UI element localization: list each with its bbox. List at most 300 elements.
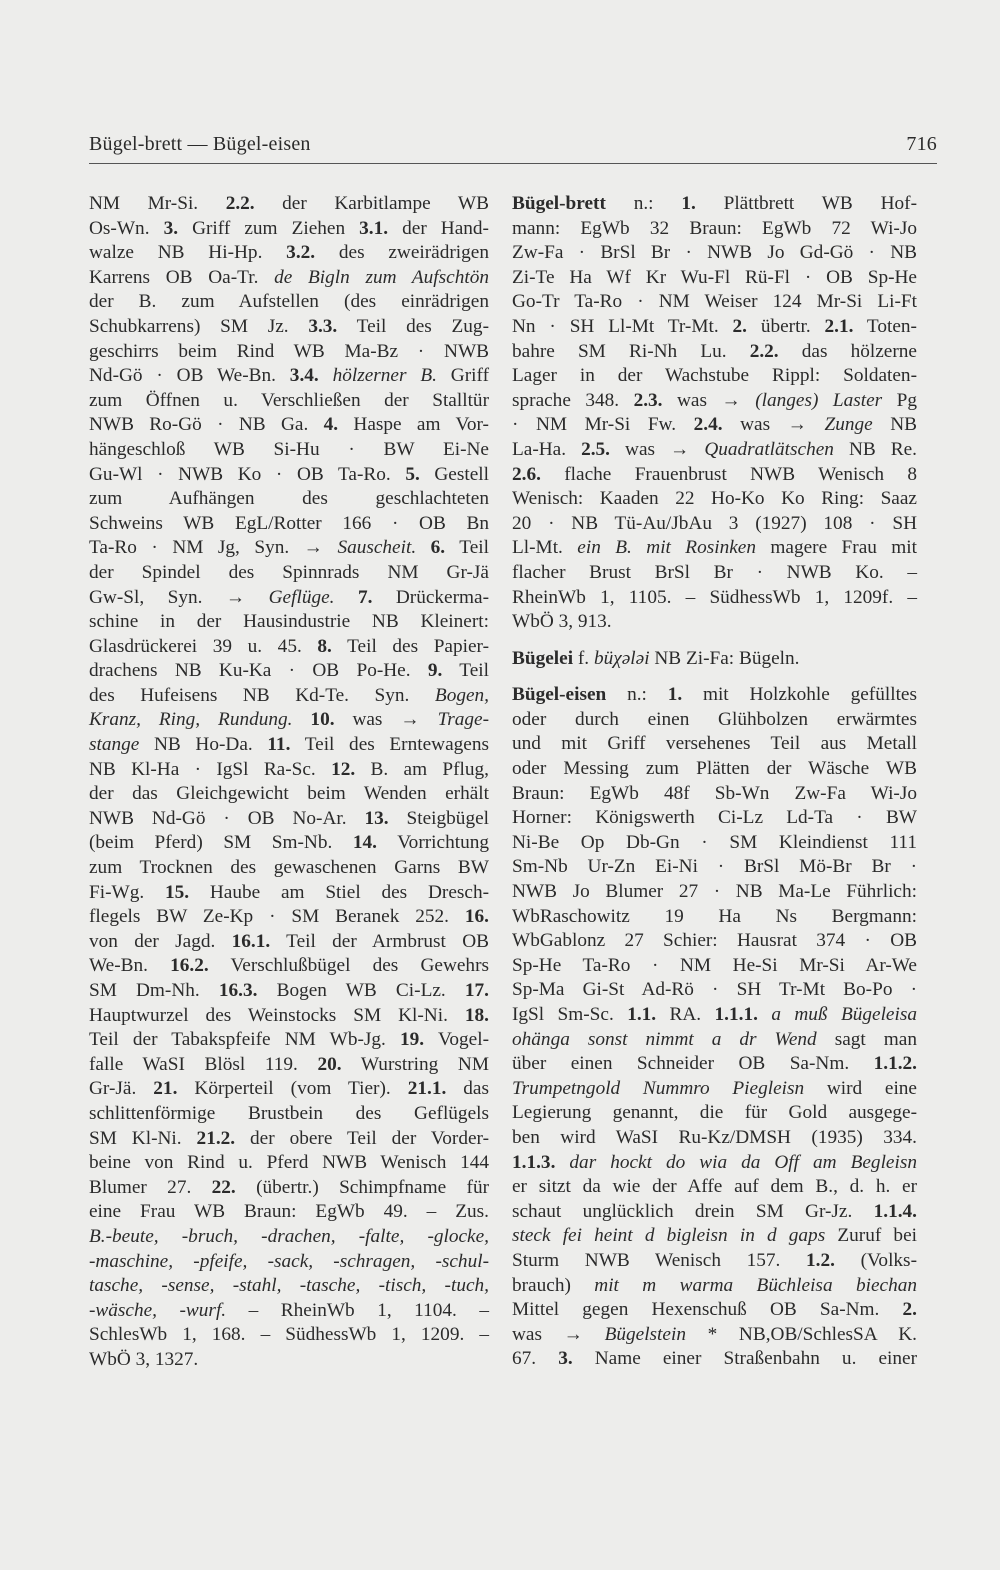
text-run: Glasdrückerei 39 u. 45. bbox=[89, 635, 318, 657]
text-line bbox=[89, 487, 489, 512]
text-line bbox=[512, 1126, 917, 1151]
bold-run: 2. bbox=[732, 315, 747, 337]
text-line bbox=[89, 1053, 489, 1078]
bold-run: 3.3. bbox=[308, 315, 338, 337]
text-run: Hauptwurzel des Weinstocks SM Kl-Ni. bbox=[89, 1004, 465, 1026]
text-run: eine Frau WB Braun: EgWb 49. – Zus. bbox=[89, 1201, 489, 1223]
text-line bbox=[89, 266, 489, 291]
text-run: bahre SM Ri-Nh Lu. bbox=[512, 340, 750, 362]
text-run: We-Bn. bbox=[89, 955, 171, 977]
text-run: flache Frauenbrust NWB Wenisch 8 bbox=[540, 463, 917, 485]
text-run: Bogen WB Ci-Lz. bbox=[257, 980, 465, 1001]
bold-run: 8. bbox=[317, 635, 332, 657]
italic-run: mit m warma Büchleisa biechan bbox=[594, 1274, 917, 1296]
text-run: Drückerma- bbox=[372, 586, 489, 608]
text-line bbox=[512, 647, 917, 672]
italic-run: Bügelstein bbox=[604, 1323, 686, 1345]
bold-run: 12. bbox=[331, 758, 356, 780]
bold-run: Bügelei bbox=[512, 647, 574, 669]
text-line bbox=[512, 586, 917, 611]
text-line bbox=[89, 1323, 489, 1348]
text-line bbox=[512, 315, 917, 340]
bold-run: 14. bbox=[352, 832, 377, 854]
bold-run: 1. bbox=[681, 193, 696, 214]
text-run: der Spindel des Spinnrads NM Gr-Jä bbox=[89, 561, 489, 583]
text-run: das hölzerne bbox=[778, 340, 917, 362]
entry-buegel-eisen bbox=[512, 683, 917, 1372]
text-line bbox=[89, 954, 489, 979]
text-run: Fi-Wg. bbox=[89, 881, 165, 903]
text-run bbox=[758, 1004, 771, 1025]
text-line bbox=[89, 1299, 489, 1324]
text-run: Teil des Papier- bbox=[331, 635, 490, 657]
text-line bbox=[512, 413, 917, 438]
text-line bbox=[512, 364, 917, 389]
text-line bbox=[89, 659, 489, 684]
bold-run: 3. bbox=[558, 1348, 573, 1370]
text-line bbox=[512, 1028, 917, 1053]
text-line bbox=[512, 463, 917, 488]
bold-run: 16. bbox=[464, 906, 489, 928]
text-line bbox=[512, 929, 917, 954]
bold-run: 3.4. bbox=[289, 365, 319, 387]
text-line bbox=[89, 1077, 489, 1102]
text-run: Nd-Gö · OB We-Bn. bbox=[89, 365, 290, 387]
text-run: (übertr.) Schimpfname für bbox=[235, 1176, 490, 1198]
bold-run: Bügel-brett bbox=[512, 193, 606, 214]
text-run: Gr-Jä. bbox=[89, 1078, 154, 1100]
text-run: Vogel- bbox=[424, 1029, 489, 1051]
italic-run: stange bbox=[89, 734, 140, 756]
text-line bbox=[512, 389, 917, 414]
text-run: NB Zi-Fa: Bügeln. bbox=[649, 647, 800, 669]
italic-run: Geflüge. bbox=[268, 586, 335, 608]
text-run: des Hufeisens NB Kd-Te. Syn. bbox=[89, 684, 435, 706]
text-line bbox=[89, 1028, 489, 1053]
text-run: flacher Brust BrSl Br · NWB Ko. – bbox=[512, 561, 917, 583]
text-run: oder durch einen Glühbolzen erwärmtes bbox=[512, 708, 917, 730]
text-line bbox=[512, 806, 917, 831]
text-run: NWB Jo Blumer 27 · NB Ma-Le Führlich: bbox=[512, 881, 917, 903]
running-title: Bügel-brett — Bügel-eisen bbox=[89, 133, 311, 155]
text-line bbox=[89, 413, 489, 438]
text-line bbox=[89, 1102, 489, 1127]
text-line bbox=[89, 1200, 489, 1225]
text-run: mann: EgWb 32 Braun: EgWb 72 Wi-Jo bbox=[512, 217, 917, 239]
page-number: 716 bbox=[906, 133, 937, 155]
text-line bbox=[512, 1323, 917, 1348]
bold-run: 6. bbox=[430, 537, 446, 559]
bold-run: 1.1.2. bbox=[873, 1053, 917, 1075]
text-line bbox=[512, 880, 917, 905]
text-run: Ll-Mt. bbox=[512, 537, 578, 559]
text-run: Teil bbox=[445, 537, 489, 559]
text-run: Wenisch: Kaaden 22 Ho-Ko Ko Ring: Saaz bbox=[512, 488, 917, 510]
text-run: n.: bbox=[606, 684, 668, 706]
text-line bbox=[512, 1274, 917, 1299]
bold-run: 2.6. bbox=[512, 463, 541, 485]
text-line bbox=[512, 610, 917, 635]
text-run bbox=[293, 709, 311, 730]
bold-run: 2.1. bbox=[824, 315, 854, 337]
text-run: Lager in der Wachstube Rippl: Soldaten- bbox=[512, 365, 917, 387]
text-line bbox=[89, 831, 489, 856]
bold-run: 4. bbox=[323, 414, 339, 436]
text-run: zum Öffnen u. Verschließen der Stalltür bbox=[89, 389, 489, 411]
bold-run: 21.2. bbox=[196, 1127, 236, 1149]
text-line bbox=[512, 1151, 917, 1176]
text-line bbox=[89, 586, 489, 611]
text-run: 67. bbox=[512, 1348, 559, 1370]
bold-run: 2.2. bbox=[225, 193, 255, 214]
text-line bbox=[89, 340, 489, 365]
text-run: hängeschloß WB Si-Hu · BW Ei-Ne bbox=[89, 438, 489, 460]
text-line bbox=[512, 290, 917, 315]
italic-run: -wäsche, -wurf. bbox=[89, 1299, 227, 1321]
bold-run: 11. bbox=[267, 734, 291, 756]
bold-run: 19. bbox=[400, 1029, 425, 1051]
bold-run: 16.1. bbox=[231, 930, 271, 952]
text-run: und mit Griff versehenes Teil aus Metall bbox=[512, 733, 917, 755]
bold-run: 2.4. bbox=[693, 414, 723, 436]
text-line bbox=[512, 512, 917, 537]
text-run: der Karbitlampe WB bbox=[254, 193, 489, 214]
left-column bbox=[89, 192, 489, 1373]
bold-run: 3.2. bbox=[286, 242, 316, 264]
text-line bbox=[512, 1003, 917, 1028]
text-run: was → bbox=[512, 1323, 605, 1345]
text-line bbox=[512, 1175, 917, 1200]
text-line bbox=[89, 536, 489, 561]
text-line bbox=[89, 610, 489, 635]
text-run: Ni-Be Op Db-Gn · SM Kleindienst 111 bbox=[512, 831, 917, 853]
text-run: Griff zum Ziehen bbox=[178, 217, 360, 239]
text-run: * NB,OB/SchlesSA K. bbox=[685, 1323, 917, 1345]
text-run: er sitzt da wie der Affe auf dem B., d. h. er bbox=[512, 1176, 917, 1198]
text-run: Zi-Te Ha Wf Kr Wu-Fl Rü-Fl · OB Sp-He bbox=[512, 266, 917, 288]
text-run: Legierung genannt, die für Gold ausgege- bbox=[512, 1102, 917, 1124]
italic-run: ohänga sonst nimmt a dr Wend bbox=[512, 1028, 817, 1050]
italic-run: Quadratlätschen bbox=[704, 438, 834, 460]
text-line bbox=[89, 463, 489, 488]
text-line bbox=[89, 684, 489, 709]
text-run: schine in der Hausindustrie NB Kleinert: bbox=[89, 611, 489, 633]
italic-run: a muß Bügeleisa bbox=[771, 1004, 917, 1025]
text-run: der das Gleichgewicht beim Wenden erhält bbox=[89, 783, 489, 805]
text-run: ben wird WaSI Ru-Kz/DMSH (1935) 334. bbox=[512, 1126, 917, 1148]
text-run: B. am Pflug, bbox=[355, 758, 489, 780]
text-run: walze NB Hi-Hp. bbox=[89, 242, 287, 264]
italic-run: tasche, -sense, -stahl, -tasche, -tisch, -tuch, bbox=[89, 1275, 489, 1297]
text-line bbox=[89, 856, 489, 881]
text-run: Gestell bbox=[419, 463, 489, 485]
bold-run: 10. bbox=[310, 709, 335, 731]
bold-run: 1.1.3. bbox=[512, 1151, 556, 1173]
text-run: Zuruf bei bbox=[825, 1225, 917, 1247]
text-run: Blumer 27. bbox=[89, 1176, 212, 1198]
text-run: sprache 348. bbox=[512, 389, 634, 411]
bold-run: Bügel-eisen bbox=[512, 684, 607, 706]
text-run: WbÖ 3, 913. bbox=[512, 611, 612, 633]
text-run: Os-Wn. bbox=[89, 217, 164, 239]
text-run: von der Jagd. bbox=[89, 930, 232, 952]
italic-run: Sauscheit. bbox=[337, 537, 417, 559]
text-run: Steigbügel bbox=[388, 807, 489, 829]
text-line bbox=[89, 217, 489, 242]
paragraph-gap bbox=[512, 671, 917, 683]
text-run: SchlesWb 1, 168. – SüdhessWb 1, 1209. – bbox=[89, 1324, 489, 1346]
text-run: mit Holzkohle gefülltes bbox=[682, 684, 917, 706]
bold-run: 2. bbox=[902, 1299, 917, 1321]
text-line bbox=[512, 487, 917, 512]
text-line bbox=[89, 315, 489, 340]
text-run: n.: bbox=[605, 193, 682, 214]
text-line bbox=[512, 266, 917, 291]
text-run: RA. bbox=[656, 1004, 715, 1025]
text-line bbox=[89, 438, 489, 463]
bold-run: 17. bbox=[464, 980, 489, 1001]
text-run: brauch) bbox=[512, 1274, 595, 1296]
italic-run: Trage- bbox=[437, 709, 489, 731]
text-run: Körperteil (vom Tier). bbox=[177, 1078, 408, 1100]
text-run: NB Re. bbox=[833, 438, 917, 460]
text-run: RheinWb 1, 1105. – SüdhessWb 1, 1209f. – bbox=[512, 586, 917, 608]
text-run: WbRaschowitz 19 Ha Ns Bergmann: bbox=[512, 905, 917, 927]
text-run: WbGablonz 27 Schier: Hausrat 374 · OB bbox=[512, 930, 917, 952]
text-line bbox=[512, 561, 917, 586]
text-line bbox=[89, 1176, 489, 1201]
text-run: Sp-He Ta-Ro · NM He-Si Mr-Si Ar-We bbox=[512, 954, 917, 976]
bold-run: 1.1.4. bbox=[873, 1200, 917, 1222]
text-run: NB bbox=[872, 414, 918, 436]
italic-run: de Bigln zum Aufschtön bbox=[274, 266, 489, 288]
text-run: · NM Mr-Si Fw. bbox=[512, 414, 694, 436]
text-line bbox=[512, 782, 917, 807]
text-run bbox=[555, 1152, 569, 1173]
text-line bbox=[89, 241, 489, 266]
text-line bbox=[512, 340, 917, 365]
text-line bbox=[512, 732, 917, 757]
header-rule bbox=[89, 163, 937, 164]
italic-run: Kranz, Ring, Rundung. bbox=[89, 709, 293, 731]
text-run: was → bbox=[610, 438, 705, 460]
text-run: 20 · NB Tü-Au/JbAu 3 (1927) 108 · SH bbox=[512, 512, 917, 534]
text-line bbox=[512, 217, 917, 242]
bold-run: 21.1. bbox=[407, 1078, 447, 1100]
text-line bbox=[512, 536, 917, 561]
text-run: zum Aufhängen des geschlachteten bbox=[89, 488, 489, 510]
text-line bbox=[89, 807, 489, 832]
text-run: WbÖ 3, 1327. bbox=[89, 1348, 199, 1370]
text-line bbox=[512, 683, 917, 708]
text-line bbox=[512, 855, 917, 880]
text-run: Schubkarrens) SM Jz. bbox=[89, 315, 309, 337]
text-run: sagt man bbox=[816, 1028, 917, 1050]
italic-run: hölzerner B. bbox=[332, 365, 437, 387]
italic-run: Trumpetngold Nummro Piegleisn bbox=[512, 1077, 805, 1099]
text-run: Sturm NWB Wenisch 157. bbox=[512, 1249, 806, 1271]
text-run: magere Frau mit bbox=[756, 537, 918, 559]
text-run: f. bbox=[573, 647, 594, 669]
text-line bbox=[89, 290, 489, 315]
text-line bbox=[512, 1101, 917, 1126]
bold-run: 15. bbox=[164, 881, 190, 903]
text-line bbox=[512, 438, 917, 463]
text-run: Go-Tr Ta-Ro · NM Weiser 124 Mr-Si Li-Ft bbox=[512, 291, 917, 313]
text-run: Name einer Straßenbahn u. einer bbox=[572, 1348, 918, 1370]
text-run: NWB Nd-Gö · OB No-Ar. bbox=[89, 807, 365, 829]
text-line bbox=[512, 708, 917, 733]
text-line bbox=[89, 979, 489, 1004]
bold-run: 16.3. bbox=[218, 980, 258, 1001]
italic-run: dar hockt do wia da Off am Begleisn bbox=[569, 1151, 917, 1173]
text-line bbox=[89, 708, 489, 733]
text-run: beine von Rind u. Pferd NWB Wenisch 144 bbox=[89, 1152, 489, 1174]
text-run: Teil der Armbrust OB bbox=[270, 930, 489, 952]
bold-run: 3. bbox=[163, 217, 179, 239]
text-run: Verschlußbügel des Gewehrs bbox=[208, 955, 489, 977]
text-line bbox=[89, 733, 489, 758]
text-run: der B. zum Aufstellen (des einrädrigen bbox=[89, 291, 489, 313]
text-run: das bbox=[446, 1078, 489, 1100]
bold-run: 22. bbox=[211, 1176, 236, 1198]
text-run: La-Ha. bbox=[512, 438, 582, 460]
text-line bbox=[89, 192, 489, 217]
text-run: schaut unglücklich drein SM Gr-Jz. bbox=[512, 1200, 874, 1222]
text-line bbox=[89, 1004, 489, 1029]
text-run: Gu-Wl · NWB Ko · OB Ta-Ro. bbox=[89, 463, 406, 485]
text-line bbox=[512, 757, 917, 782]
text-line bbox=[512, 1347, 917, 1372]
bold-run: 3.1. bbox=[359, 217, 389, 239]
bold-run: 2.5. bbox=[581, 438, 610, 460]
text-line bbox=[89, 1127, 489, 1152]
text-run: Karrens OB Oa-Tr. bbox=[89, 266, 275, 288]
text-run: was → bbox=[662, 389, 756, 411]
text-line bbox=[89, 1274, 489, 1299]
text-run: Nn · SH Ll-Mt Tr-Mt. bbox=[512, 315, 733, 337]
text-run: SM Dm-Nh. bbox=[89, 980, 219, 1001]
text-run: SM Kl-Ni. bbox=[89, 1127, 197, 1149]
text-line bbox=[512, 1077, 917, 1102]
text-line bbox=[89, 512, 489, 537]
text-run: zum Trocknen des gewaschenen Garns BW bbox=[89, 857, 489, 879]
bold-run: 1.1.1. bbox=[714, 1004, 758, 1025]
text-run: über einen Schneider OB Sa-Nm. bbox=[512, 1053, 874, 1075]
text-run: Horner: Königswerth Ci-Lz Ld-Ta · BW bbox=[512, 807, 917, 829]
italic-run: Bogen, bbox=[434, 684, 489, 706]
bold-run: 2.2. bbox=[749, 340, 779, 362]
italic-run: ein B. mit Rosinken bbox=[577, 537, 756, 559]
text-run: geschirrs beim Rind WB Ma-Bz · NWB bbox=[89, 340, 489, 362]
text-line bbox=[89, 1151, 489, 1176]
bold-run: 1. bbox=[667, 684, 683, 706]
italic-run: (langes) Laster bbox=[755, 389, 883, 411]
bold-run: 16.2. bbox=[170, 955, 209, 977]
bold-run: 21. bbox=[153, 1078, 178, 1100]
text-run: NM Mr-Si. bbox=[89, 193, 226, 214]
text-line bbox=[512, 978, 917, 1003]
text-run: Haube am Stiel des Dresch- bbox=[189, 881, 490, 903]
italic-run: Zunge bbox=[824, 414, 873, 436]
text-run: Pg bbox=[882, 389, 917, 411]
text-run: oder Messing zum Plätten der Wäsche WB bbox=[512, 758, 917, 780]
text-line bbox=[512, 831, 917, 856]
italic-run: B.-beute, -bruch, -drachen, -falte, -glocke, bbox=[89, 1225, 489, 1247]
text-line bbox=[89, 1348, 489, 1373]
text-line bbox=[512, 241, 917, 266]
text-run: Plättbrett WB Hof- bbox=[695, 193, 917, 214]
text-run: flegels BW Ze-Kp · SM Beranek 252. bbox=[89, 906, 465, 928]
entry-buegelei bbox=[512, 647, 917, 672]
text-line bbox=[512, 905, 917, 930]
text-run: des zweirädrigen bbox=[315, 242, 489, 264]
page-header bbox=[89, 133, 937, 163]
text-line bbox=[89, 905, 489, 930]
text-run: falle WaSI Blösl 119. bbox=[89, 1053, 318, 1075]
text-line bbox=[89, 389, 489, 414]
bold-run: 13. bbox=[364, 807, 389, 829]
text-run: drachens NB Ku-Ka · OB Po-He. bbox=[89, 660, 428, 682]
text-run: NB Kl-Ha · IgSl Ra-Sc. bbox=[89, 758, 332, 780]
bold-run: 9. bbox=[427, 660, 443, 682]
text-line bbox=[89, 561, 489, 586]
bold-run: 2.3. bbox=[633, 389, 663, 411]
bold-run: 1.1. bbox=[627, 1004, 657, 1025]
text-run: Teil bbox=[442, 660, 489, 682]
bold-run: 5. bbox=[405, 463, 420, 485]
text-run: (beim Pferd) SM Sm-Nb. bbox=[89, 832, 353, 854]
text-line bbox=[89, 1225, 489, 1250]
text-run: Ta-Ro · NM Jg, Syn. → bbox=[89, 537, 338, 559]
bold-run: 18. bbox=[464, 1004, 489, 1026]
text-run: Haspe am Vor- bbox=[338, 414, 489, 436]
text-line bbox=[89, 881, 489, 906]
text-run bbox=[416, 537, 431, 558]
text-line bbox=[512, 1224, 917, 1249]
entry-buegel-brett bbox=[512, 192, 917, 635]
text-run: Sm-Nb Ur-Zn Ei-Ni · BrSl Mö-Br Br · bbox=[512, 856, 917, 878]
text-run: Teil des Zug- bbox=[337, 315, 489, 337]
text-line bbox=[89, 758, 489, 783]
text-run: Griff bbox=[436, 365, 489, 387]
italic-run: steck fei heint d bigleisn in d gaps bbox=[512, 1225, 826, 1247]
text-run: IgSl Sm-Sc. bbox=[512, 1004, 628, 1025]
text-line bbox=[512, 1200, 917, 1225]
text-line bbox=[89, 635, 489, 660]
text-run: wird eine bbox=[804, 1077, 917, 1099]
text-run: Mittel gegen Hexenschuß OB Sa-Nm. bbox=[512, 1299, 903, 1321]
text-run bbox=[334, 587, 357, 608]
text-run: Gw-Sl, Syn. → bbox=[89, 586, 269, 608]
text-run: – RheinWb 1, 1104. – bbox=[226, 1299, 489, 1321]
text-line bbox=[512, 954, 917, 979]
bold-run: 1.2. bbox=[806, 1249, 835, 1271]
paragraph-gap bbox=[512, 635, 917, 647]
text-run: Toten- bbox=[853, 315, 917, 337]
bold-run: 7. bbox=[357, 586, 373, 608]
text-run: was → bbox=[722, 414, 825, 436]
right-column bbox=[512, 192, 917, 1372]
text-line bbox=[512, 1249, 917, 1274]
italic-run: -maschine, -pfeife, -sack, -schragen, -schul- bbox=[89, 1250, 489, 1272]
text-run bbox=[319, 365, 333, 386]
text-run: was → bbox=[334, 709, 438, 731]
text-run: Vorrichtung bbox=[377, 832, 489, 854]
text-run: schlittenförmige Brustbein des Geflügels bbox=[89, 1102, 489, 1124]
text-line bbox=[89, 782, 489, 807]
text-line bbox=[512, 192, 917, 217]
